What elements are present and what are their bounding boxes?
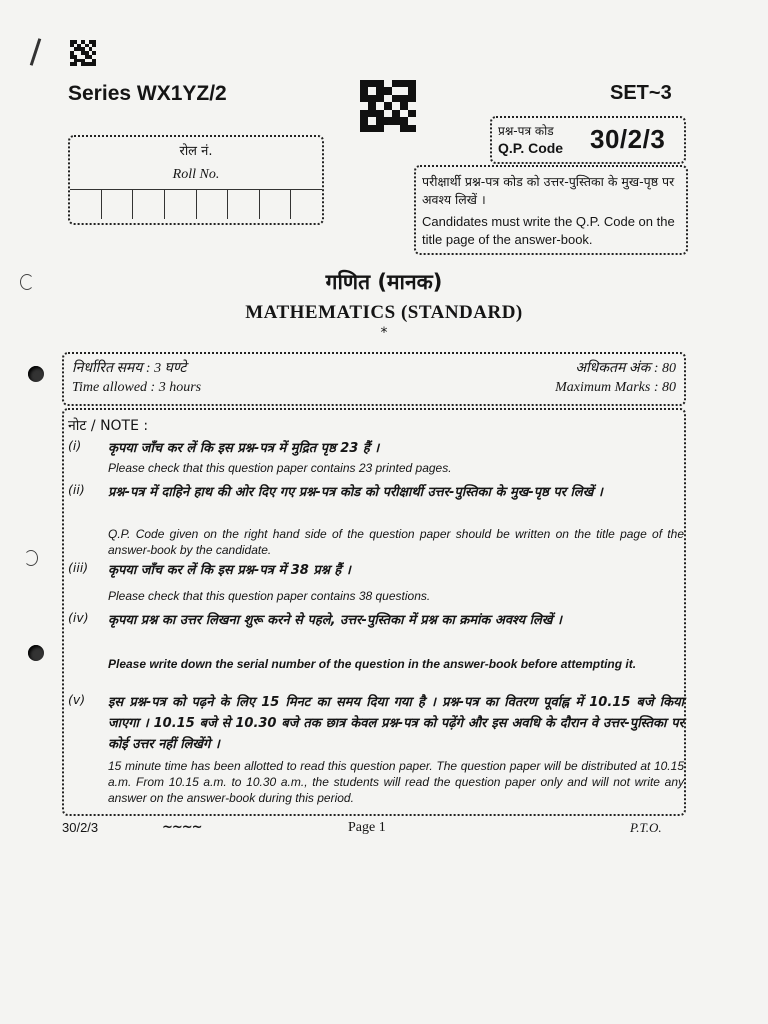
time-marks-box <box>62 352 686 406</box>
note-number: (v) <box>68 692 86 707</box>
note-text-hindi: इस प्रश्न-पत्र को पढ़ने के लिए 15 मिनट का समय दिया गया है । प्रश्न-पत्र का वितरण पूर्वाह्न में 10.15 बजे किया जाएगा । 10.15 बजे से 10.30 बजे तक छात्र केवल प्रश्न-पत्र को पढ़ेंगे और इस अवधि के दौरान वे उत्तर-पुस्तिका पर कोई उत्तर नहीं लिखेंगे । <box>108 695 684 752</box>
qp-code-label-hindi: प्रश्न-पत्र कोड <box>498 124 554 138</box>
note-text: 15 minute time has been allotted to read this question paper. The question paper will be distributed at 10.15 a.m. From 10.15 a.m. to 10.30 a.m., the students will read the question paper only and will not write any answer on the answer-book during this period. <box>108 759 684 805</box>
qp-code-label: Q.P. Code <box>498 140 564 156</box>
note-text-hindi: कृपया जाँच कर लें कि इस प्रश्न-पत्र में 38 प्रश्न हैं । <box>108 563 351 578</box>
footer-code: 30/2/3 <box>62 820 99 835</box>
note-number: (ii) <box>68 482 85 497</box>
subject-title: MATHEMATICS (STANDARD) <box>245 302 523 323</box>
qr-code-icon <box>360 80 416 132</box>
note-number: (i) <box>68 438 82 453</box>
footer-squiggle: ~~~~ <box>162 820 202 835</box>
time-allowed: Time allowed : 3 hours <box>72 380 202 395</box>
time-allowed-hindi: निर्धारित समय : 3 घण्टे <box>72 361 187 376</box>
note-text-hindi: कृपया जाँच कर लें कि इस प्रश्न-पत्र में मुद्रित पृष्ठ 23 हैं । <box>108 441 380 456</box>
subject-title-hindi: गणित (मानक) <box>325 270 443 294</box>
note-number: (iii) <box>68 560 89 575</box>
max-marks-hindi: अधिकतम अंक : 80 <box>575 361 676 376</box>
candidate-instruction-box <box>414 165 688 255</box>
max-marks: Maximum Marks : 80 <box>555 380 676 395</box>
pen-mark <box>30 38 42 66</box>
punch-hole <box>28 645 44 661</box>
roll-label-hindi: रोल नं. <box>179 144 213 159</box>
notes-heading: नोट / NOTE : <box>68 418 149 434</box>
set-label: SET~3 <box>610 82 672 104</box>
page-number: Page 1 <box>348 820 386 835</box>
punch-hole <box>24 550 38 566</box>
note-number: (iv) <box>68 610 89 625</box>
roll-number-cells[interactable] <box>70 189 322 219</box>
note-text: Please check that this question paper contains 23 printed pages. <box>108 461 452 475</box>
punch-hole <box>28 366 44 382</box>
please-turn-over: P.T.O. <box>630 820 662 835</box>
qp-code-value: 30/2/3 <box>590 124 666 154</box>
note-text: Please check that this question paper contains 38 questions. <box>108 589 431 603</box>
series-label: Series WX1YZ/2 <box>68 82 227 105</box>
notes-box <box>62 408 686 816</box>
candidate-instruction: Candidates must write the Q.P. Code on the title page of the answer-book. <box>422 214 675 247</box>
candidate-instruction-hindi: परीक्षार्थी प्रश्न-पत्र कोड को उत्तर-पुस्तिका के मुख-पृष्ठ पर अवश्य लिखें । <box>422 174 675 207</box>
note-text: Q.P. Code given on the right hand side of the question paper should be written on the title page of the answer-book by the candidate. <box>108 527 684 557</box>
note-text-hindi: कृपया प्रश्न का उत्तर लिखना शुरू करने से पहले, उत्तर-पुस्तिका में प्रश्न का क्रमांक अवश्य लिखें । <box>108 613 562 628</box>
roll-label: Roll No. <box>172 167 220 182</box>
roll-number-box <box>68 135 324 225</box>
title-asterisk: * <box>380 325 388 341</box>
qp-code-box <box>490 116 686 164</box>
note-text: Please write down the serial number of the question in the answer-book before attempting it. <box>108 657 637 671</box>
small-qr-code-icon <box>70 40 96 66</box>
note-text-hindi: प्रश्न-पत्र में दाहिने हाथ की ओर दिए गए प्रश्न-पत्र कोड को परीक्षार्थी उत्तर-पुस्तिका के मुख-पृष्ठ पर लिखें । <box>108 485 603 500</box>
